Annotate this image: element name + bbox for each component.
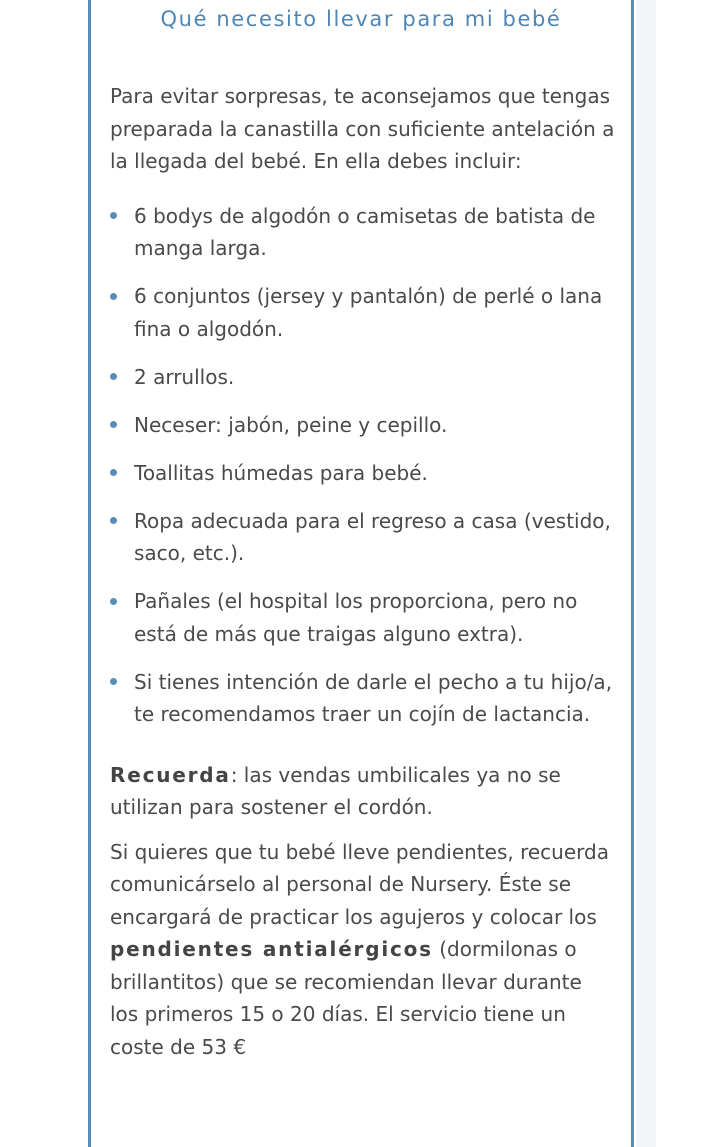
- info-card: [88, 0, 634, 1147]
- list-item: 6 conjuntos (jersey y pantalón) de perlé o lana fina o algodón.: [110, 280, 615, 345]
- reminder-label: Recuerda: [110, 762, 231, 787]
- card-content: [110, 80, 615, 1063]
- reminder-text: : las vendas umbilicales ya no se utilizan para sostener el cordón.: [110, 762, 561, 819]
- earrings-paragraph: [110, 836, 615, 1064]
- list-item: Si tienes intención de darle el pecho a tu hijo/a, te recomendamos traer un cojín de lactancia.: [110, 666, 615, 731]
- page-background-strip: [636, 0, 656, 1147]
- list-item: Pañales (el hospital los proporciona, pero no está de más que traigas alguno extra).: [110, 585, 615, 650]
- checklist: [110, 200, 615, 731]
- list-item: 2 arrullos.: [110, 361, 615, 394]
- list-item: 6 bodys de algodón o camisetas de batista de manga larga.: [110, 200, 615, 265]
- intro-paragraph: Para evitar sorpresas, te aconsejamos que tengas preparada la canastilla con suficiente antelación a la llegada del bebé. En ella debes incluir:: [110, 84, 615, 173]
- earrings-highlight: pendientes antialérgicos: [110, 937, 433, 961]
- section-title: Qué necesito llevar para mi bebé: [160, 7, 562, 31]
- reminder-paragraph: [110, 759, 615, 824]
- list-item: Toallitas húmedas para bebé.: [110, 457, 615, 490]
- earrings-text-before: Si quieres que tu bebé lleve pendientes, recuerda comunicárselo al personal de Nursery. Éste se encargará de practicar los agujeros y colocar los: [110, 839, 609, 929]
- list-item: Neceser: jabón, peine y cepillo.: [110, 409, 615, 442]
- list-item: Ropa adecuada para el regreso a casa (vestido, saco, etc.).: [110, 505, 615, 570]
- earrings-text-after: (dormilonas o brillantitos) que se recomiendan llevar durante los primeros 15 o 20 días. El servicio tiene un coste de 53 €: [110, 937, 582, 1059]
